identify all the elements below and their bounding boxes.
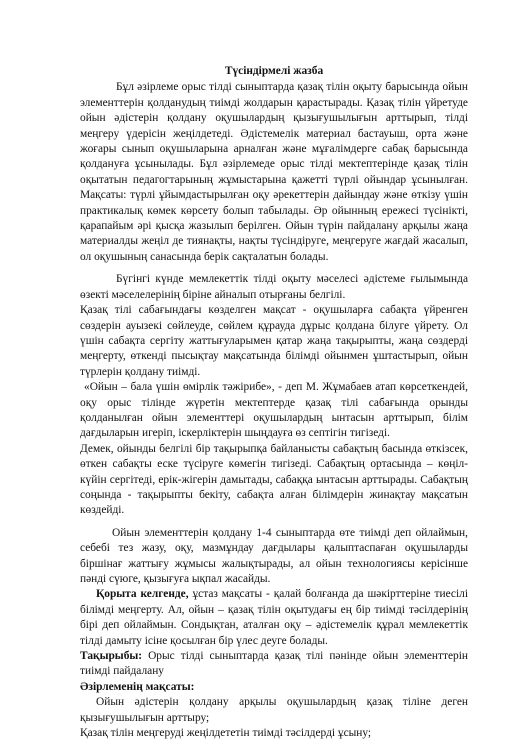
intro-paragraph: Бұл әзірлеме орыс тілді сыныптарда қазақ тілін оқыту барысында ойын элементтерін қолданудың тиімді жолдарын қарастырады. Қазақ тілін үйретуде ойын әдістерін қолдану оқушылардың қызығушылығын арттырып, тілді меңгеру үдерісін жеңілдетеді. Әдістемелік материал бастауыш, орта және жоғары сынып оқушыларына арналған және мұғалімдерге сабақ барысында қолдануға ұсынылады. Бұл әзірлемеде орыс тілді мектептерінде қазақ тілін оқытатын педагогтарының жұмыстарына қажетті түрлі ойындар ұсынылған. Мақсаты: түрлі ұйымдастырылған оқу әрекеттерін дайындау және өткізу үшін практикалық көмек көрсету болып табылады. Әр ойынның ережесі түсінікті, қарапайым әрі қысқа жазылып берілген. Ойын түрін пайдалану арқылы жаңа материалды жеңіл де тиянақты, нақты түсіндіруге, меңгеруге жағдай жасалып, ол оқушының санасында берік сақталатын болады.: [80, 81, 468, 263]
conclusion-paragraph: [80, 587, 468, 649]
lesson-goal-paragraph: Қазақ тілі сабағындағы көзделген мақсат - оқушыларға сабақта үйренген сөздерін ауызекі сөйлеуде, сөйлем құрауда дұрыс қолдана білуге үйрету. Ол үшін сабақта сергіту жаттығуларымен қатар жаңа тақырыпты, жаңа сөздерді меңгерту, өткенді пысықтау мақсатында білімді ойынмен ұштастырып, ойын түрлерін қолдану тиімді.: [80, 304, 468, 378]
conclusion-lead: Қорыта келгенде,: [96, 588, 189, 601]
topic-label: Тақырыбы:: [80, 650, 143, 663]
quote-paragraph: «Ойын – бала үшін өмірлік тәжірибе», - деп М. Жұмабаев атап көрсеткендей, оқу орыс тілінде жүретін мектептерде қазақ тілі сабағында орынды қолданылған ойын элементтері оқушылардың ынтасын арттырып, білім дағдыларын игеріп, іскерліктерін шыңдауға өз септігін тигізеді.: [80, 381, 468, 440]
topic-paragraph: [80, 649, 468, 680]
conclusion-text: ұстаз мақсаты - қалай болғанда да шәкірттеріне тиесілі білімді меңгерту. Ал, ойын – қазақ тілін оқытудағы ең бір тиімді тәсілдерінің бірі деп ойлаймын. Сондықтан, аталған оқу – әдістемелік құрал мемлекеттік тілді дамыту ісіне қосылған бір үлес деуге болады.: [80, 588, 468, 647]
topic-text: Орыс тілді сыныптарда қазақ тілі пәнінде ойын элементтерін тиімді пайдалану: [80, 650, 468, 678]
primary-grades-paragraph: Ойын элементтерін қолдану 1-4 сыныптарда өте тиімді деп ойлаймын, себебі тез жазу, оқу, мазмұндау дағдылары қалыптаспаған оқушыларды біршінағ жаттығу жұмысы жалықтырады, ал ойын технологиясы керісінше пәнді сүюге, қызығуға ықпал жасайды.: [80, 526, 468, 585]
goal-item-1: Ойын әдістерін қолдану арқылы оқушылардың қазақ тіліне деген қызығушылығын арттыру;: [80, 696, 468, 724]
goal-heading: Әзірлеменің мақсаты:: [80, 680, 195, 693]
document-title: Түсіндірмелі жазба: [224, 65, 324, 77]
state-language-paragraph: Бүгінгі күнде мемлекеттік тілді оқыту мәселесі әдістеме ғылымында өзекті мәселелерінің біріне айналып отырғаны белгілі.: [80, 273, 468, 301]
lesson-stages-paragraph: Демек, ойынды белгілі бір тақырыпқа байланысты сабақтың басында өткізсек, өткен сабақты еске түсіруге көмегін тигізеді. Сабақтың ортасында – көңіл-күйін сергітеді, ерік-жігерін дамытады, сабаққа ынтасын арттырады. Сабақтың соңында - тақырыпты бекіту, сабақта алған білімдерін жинақтау мақсатын көздейді.: [80, 442, 468, 517]
goal-item-2: Қазақ тілін меңгеруді жеңілдететін тиімді тәсілдерді ұсыну;: [80, 727, 372, 740]
